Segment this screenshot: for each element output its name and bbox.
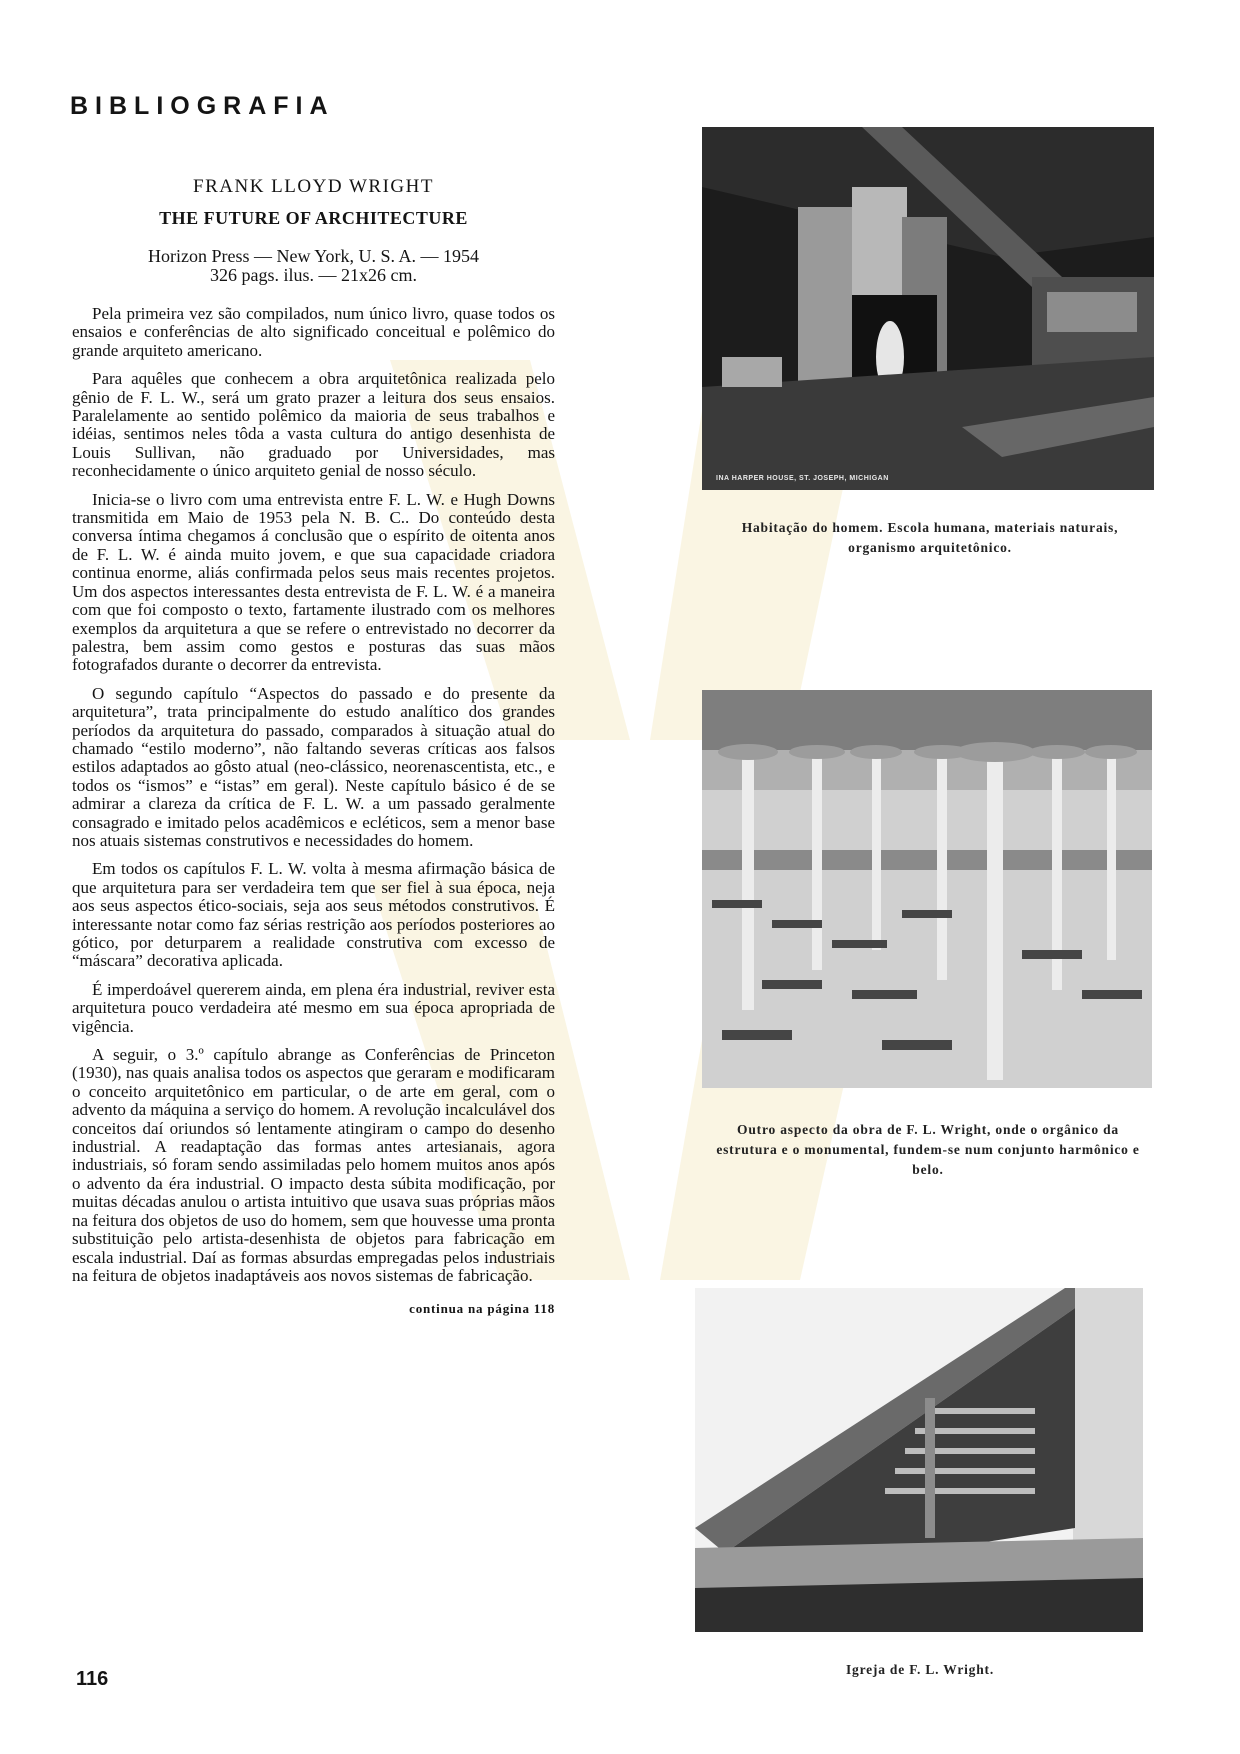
publisher-line: Horizon Press — New York, U. S. A. — 1954 [147,246,479,266]
paragraph: Pela primeira vez são compilados, num único livro, quase todos os ensaios e conferências de alto significado conceitual e polêmico do grande arquiteto americano. [72,304,555,360]
paragraph: Para aquêles que conhecem a obra arquitetônica realizada pelo gênio de F. L. W., será um grato prazer a leitura dos seus ensaios. Paralelamente ao sentido polêmico da maioria de seus trabalhos e idéias, sentimos neles tôda a vasta cultura do antigo desenhista de Louis Sullivan, não graduado por Universidades, mas reconhecidamente o único arquiteto genial de nosso século. [72,369,555,481]
review-column [72,176,555,1317]
church-photo [695,1288,1143,1632]
page-number: 116 [76,1668,109,1690]
paragraph: É imperdoável quererem ainda, em plena éra industrial, reviver esta arquitetura pouco verdadeira até mesmo em sua época apropriada de vigência. [72,979,555,1036]
publication-info [72,247,555,285]
figure-caption: Igreja de F. L. Wright. [845,1662,995,1677]
book-title: THE FUTURE OF ARCHITECTURE [159,208,468,228]
figure-caption: Outro aspecto da obra de F. L. Wright, onde o orgânico da estrutura e o monumental, fundem-se num conjunto harmônico e belo. [716,1122,1140,1177]
interior-fireplace-photo [702,127,1154,490]
continuation-note: continua na página 118 [409,1301,555,1317]
paragraph: O segundo capítulo “Aspectos do passado e do presente da arquitetura”, trata principalmente do estudo analítico dos grandes períodos da arquitetura do passado, comparados à situação atual do chamado “estilo moderno”, não faltando severas críticas aos falsos estilos adaptados ao gôsto atual (neo-clássico, neorenascentista, etc., e todos os “ismos” e “istas” em geral). Neste capítulo básico é de se admirar a clareza da crítica de F. L. W. a um passado geralmente consagrado e imitado pelos acadêmicos e ecléticos, sem a menor base nos atuais sistemas construtivos e necessidades do homem. [72,683,555,850]
figure-caption: Habitação do homem. Escola humana, materiais naturais, organismo arquitetônico. [741,520,1119,555]
details-line: 326 pags. ilus. — 21x26 cm. [210,265,417,285]
workroom-columns-photo [702,690,1152,1088]
paragraph: A seguir, o 3.º capítulo abrange as Conferências de Princeton (1930), nas quais analisa todos os aspectos que geraram e modificaram o conceito arquitetônico em particular, o de arte em geral, com o advento da máquina a serviço do homem. A revolução incalculável dos conceitos daí oriundos só lentamente atingiram o campo do desenho industrial. A readaptação das formas antes artesianais, agora industriais, só foram sendo assimiladas pelo homem muitos anos após o advento da éra industrial. O impacto desta súbita modificação, por muitas décadas anulou o artista intuitivo que usava suas próprias mãos na feitura dos objetos de uso do homem, sem que houvesse uma pronta substituição pelo artista-desenhista de objetos para fabricação em escala industrial. Daí as formas absurdas empregadas pelos industriais na feitura de objetos inadaptáveis aos novos sistemas de fabricação. [72,1045,555,1285]
book-author: FRANK LLOYD WRIGHT [193,176,434,197]
photo-credit: INA HARPER HOUSE, ST. JOSEPH, MICHIGAN [716,475,889,482]
paragraph: Em todos os capítulos F. L. W. volta à mesma afirmação básica de que arquitetura para ser verdadeira tem que ser fiel à sua época, neja aos seus aspectos ético-sociais, seja aos seus métodos construtivos. É interessante notar como faz sérias restrição aos períodos posteriores ao gótico, por deturparem a realidade construtiva com excesso de “máscara” decorativa aplicada. [72,859,555,971]
section-title: BIBLIOGRAFIA [70,92,335,120]
paragraph: Inicia-se o livro com uma entrevista entre F. L. W. e Hugh Downs transmitida em Maio de 1953 pela N. B. C.. Do conteúdo desta conversa íntima chegamos á conclusão que o espírito de oitenta anos de F. L. W. é ainda muito jovem, e que sua capacidade criadora continua enorme, aliás confirmada pelos seus mais recentes projetos. Um dos aspectos interessantes desta entrevista de F. L. W. é a maneira com que foi composto o texto, fartamente ilustrado com os melhores exemplos da arquitetura a que se refere o entrevistado no decorrer da palestra, bem assim como gestos e posturas das suas mãos fotografados durante o decorrer da entrevista. [72,489,555,675]
